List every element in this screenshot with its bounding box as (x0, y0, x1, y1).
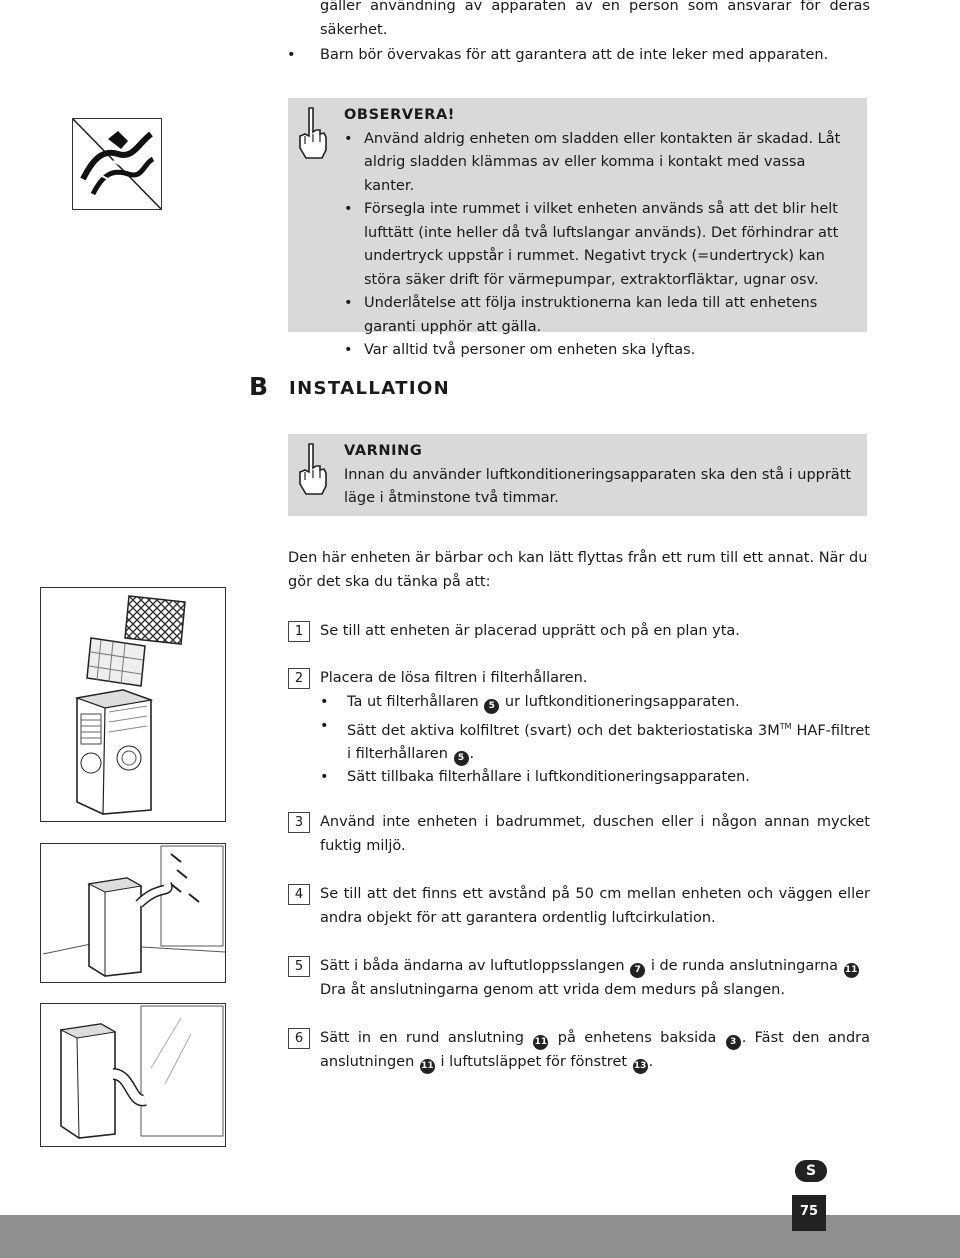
step-number: 2 (288, 668, 310, 689)
reference-number: 11 (420, 1059, 435, 1074)
observera-item: • Använd aldrig enheten om sladden eller kontakten är skadad. Låt aldrig sladden klämmas av eller komma i kontakt med vassa kanter. (344, 130, 841, 194)
step-2 (288, 667, 870, 691)
page-number: 75 (792, 1195, 826, 1231)
varning-box (288, 434, 867, 516)
step-6 (288, 1027, 870, 1074)
step-text: Sätt in en rund anslutning 11 på enhetens baksida 3 . Fäst den andra anslutningen 11 i luftutsläppet för fönstret 13 . (320, 1027, 870, 1074)
varning-content (344, 440, 853, 511)
language-badge: S (795, 1160, 827, 1182)
observera-item: • Var alltid två personer om enheten ska lyftas. (344, 342, 696, 358)
reference-number: 7 (630, 963, 645, 978)
section-title: INSTALLATION (289, 378, 451, 399)
reference-number: 5 (484, 699, 499, 714)
step-2-subitems (320, 691, 870, 790)
varning-text: Innan du använder luftkonditioneringsapparaten ska den stå i upprätt läge i åtminstone två timmar. (344, 466, 852, 506)
no-cable-damage-illustration (72, 118, 162, 210)
step-5 (288, 955, 870, 1002)
step-number: 1 (288, 621, 310, 642)
step-4 (288, 883, 870, 930)
bullet-dot: • (287, 47, 296, 63)
bullet-text: Barn bör övervakas för att garantera att de inte leker med apparaten. (320, 47, 829, 63)
subitem: • Sätt tillbaka filterhållare i luftkonditioneringsapparaten. (320, 769, 750, 786)
observera-box (288, 98, 867, 358)
top-bullet (287, 44, 877, 68)
air-conditioner-filter-icon (41, 588, 225, 820)
reference-number: 11 (844, 963, 859, 978)
observera-item: • Försegla inte rummet i vilket enheten används så att det blir helt lufttätt (inte heller då två luftslangar används). Det förhindrar att undertryck uppstår i rummet. Negativt tryck (=undertryck) kan störa säker drift för värmepumpar, extraktorfläktar, ugnar osv. (344, 201, 839, 288)
step-text: Använd inte enheten i badrummet, duschen eller i någon annan mycket fuktig miljö. (320, 814, 870, 854)
step-text: Se till att det finns ett avstånd på 50 cm mellan enheten och väggen eller andra objekt för att garantera ordentlig luftcirkulation. (320, 886, 870, 926)
step-text: Sätt i båda ändarna av luftutloppsslangen 7 i de runda anslutningarna 11 Dra åt anslutningarna genom att vrida dem medurs på slangen. (320, 958, 858, 998)
window-kit-icon (41, 1004, 225, 1146)
step-number: 5 (288, 956, 310, 977)
filter-unit-illustration (40, 587, 226, 822)
window-kit-illustration (40, 1003, 226, 1147)
step-text: Placera de lösa filtren i filterhållaren. (320, 670, 588, 686)
window-unit-icon (41, 844, 225, 982)
step-text: Se till att enheten är placerad upprätt och på en plan yta. (320, 623, 740, 639)
pointing-hand-icon (296, 442, 330, 496)
reference-number: 5 (454, 751, 469, 766)
observera-title: OBSERVERA! (344, 107, 456, 123)
step-1 (288, 620, 870, 644)
window-hose-illustration (40, 843, 226, 983)
step-3 (288, 811, 870, 858)
top-continuation-text: gäller användning av apparaten av en person som ansvarar för deras säkerhet. (320, 0, 870, 38)
pointing-hand-icon (296, 106, 330, 160)
step-number: 6 (288, 1028, 310, 1049)
subitem: • Ta ut filterhållaren 5 ur luftkonditioneringsapparaten. (320, 691, 870, 715)
section-letter: B (249, 372, 269, 401)
reference-number: 11 (533, 1035, 548, 1050)
reference-number: 3 (726, 1035, 741, 1050)
step-number: 3 (288, 812, 310, 833)
intro-paragraph: Den här enheten är bärbar och kan lätt flyttas från ett rum till ett annat. När du gör det ska du tänka på att: (288, 550, 868, 590)
step-number: 4 (288, 884, 310, 905)
reference-number: 13 (633, 1059, 648, 1074)
subitem: • Sätt det aktiva kolfiltret (svart) och det bakteriostatiska 3M™ HAF-filtret i filterhållaren 5 . (320, 715, 870, 767)
varning-title: VARNING (344, 443, 423, 459)
cable-crossed-icon (73, 119, 161, 209)
observera-item: • Underlåtelse att följa instruktionerna kan leda till att enhetens garanti upphör att gälla. (344, 295, 818, 335)
observera-content (344, 104, 853, 363)
